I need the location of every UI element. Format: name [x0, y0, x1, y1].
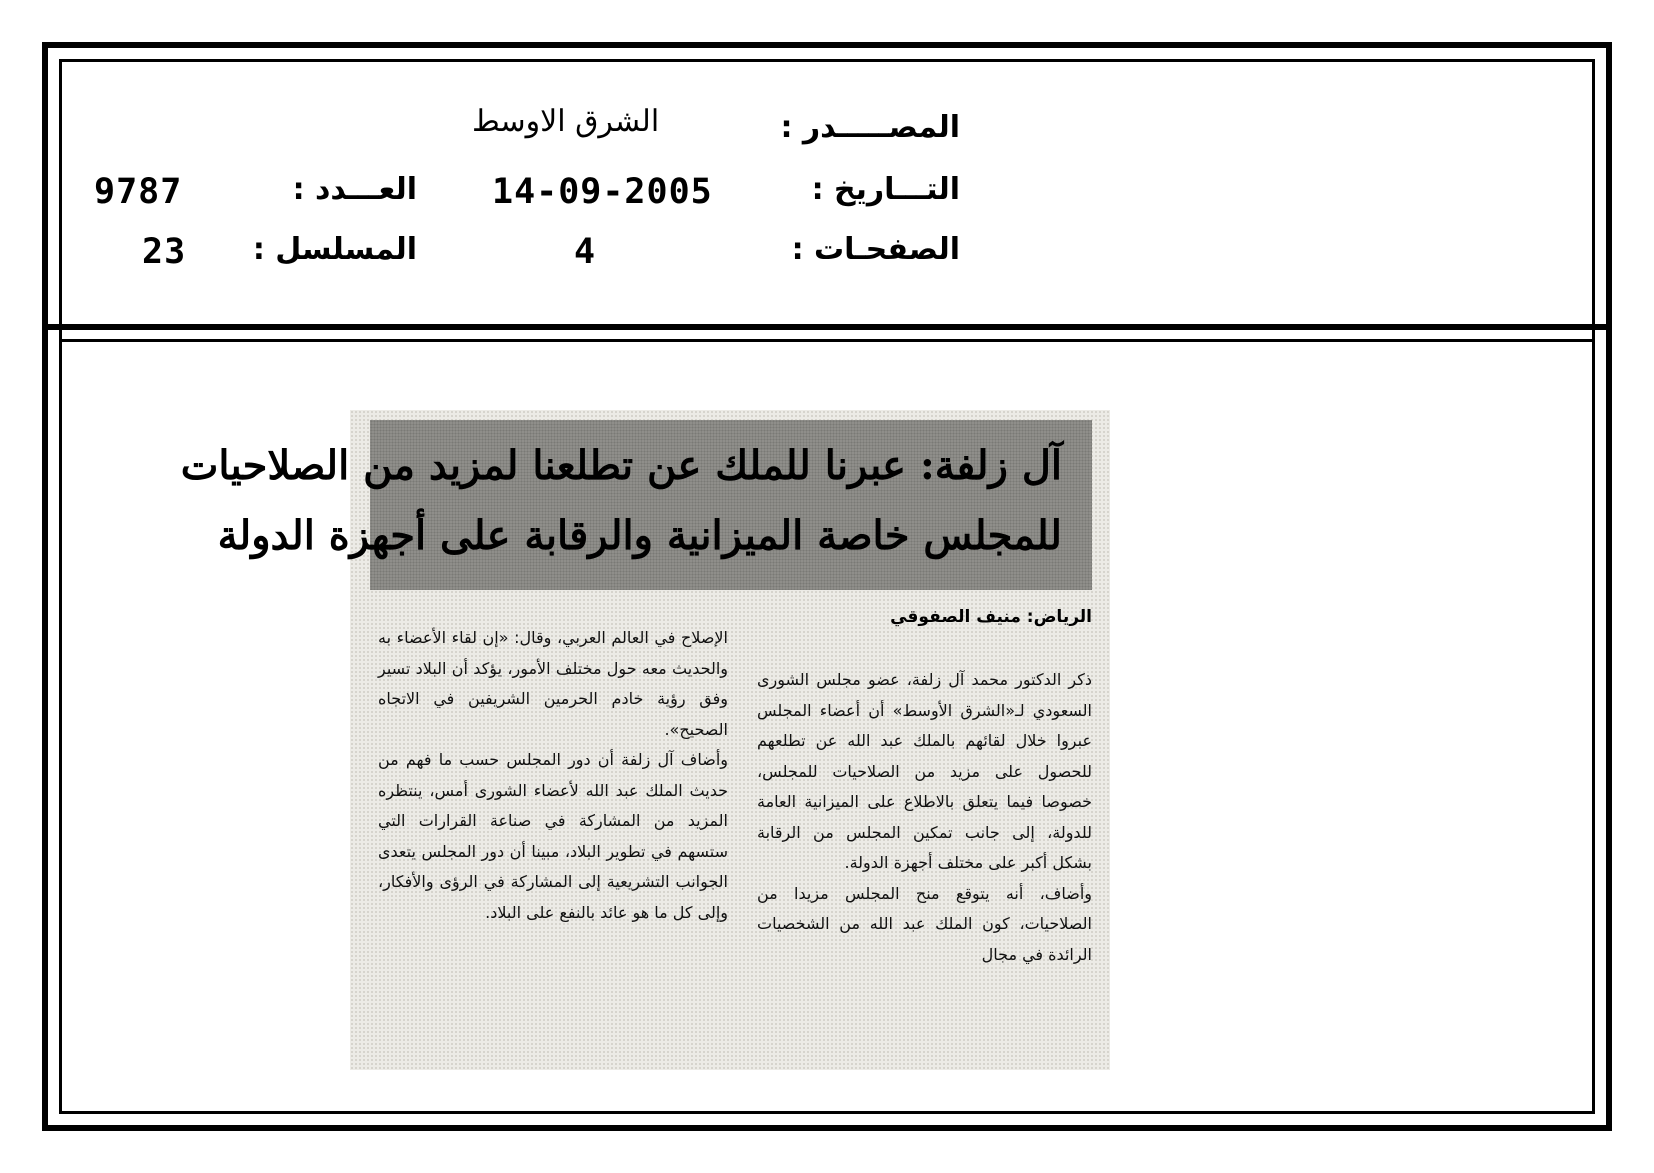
newspaper-clipping — [180, 410, 1110, 1070]
source-value: الشرق الاوسط — [472, 104, 660, 139]
header-divider-inner — [59, 339, 1595, 342]
paragraph: وأضاف آل زلفة أن دور المجلس حسب ما فهم من حديث الملك عبد الله لأعضاء الشورى أمس، ينتظره المزيد من المشاركة في صناعة القرارات التي ستسهم في تطوير البلاد، مبينا أن دور المجلس يتعدى الجوانب التشريعية إلى المشاركة في الرؤى والأفكار، وإلى كل ما هو عائد بالنفع على البلاد. — [378, 750, 728, 922]
serial-value: 23 — [142, 232, 187, 272]
source-label: المصـــــدر : — [780, 110, 960, 145]
serial-label: المسلسل : — [252, 232, 417, 267]
paragraph: ذكر الدكتور محمد آل زلفة، عضو مجلس الشورى السعودي لـ«الشرق الأوسط» أن أعضاء المجلس عبروا خلال لقائهم بالملك عبد الله عن تطلعهم للحصول على مزيد من الصلاحيات للمجلس، خصوصا فيما يتعلق بالاطلاع على الميزانية العامة للدولة، إلى جانب تمكين المجلس من الرقابة بشكل أكبر على مختلف أجهزة الدولة. — [757, 670, 1092, 872]
article-column-left — [378, 623, 728, 928]
paragraph: الإصلاح في العالم العربي، وقال: «إن لقاء الأعضاء به والحديث معه حول مختلف الأمور، يؤكد أن البلاد تسير وفق رؤية خادم الحرمين الشريفين في الاتجاه الصحيح». — [378, 628, 728, 739]
date-value: 14-09-2005 — [492, 172, 713, 212]
headline-banner — [180, 420, 1092, 590]
paragraph: وأضاف، أنه يتوقع منح المجلس مزيدا من الصلاحيات، كون الملك عبد الله من الشخصيات الرائدة في مجال — [757, 883, 1092, 964]
pages-value: 4 — [574, 232, 597, 272]
pages-label: الصفحـات : — [791, 232, 960, 267]
article-column-right — [757, 665, 1092, 970]
issue-value: 9787 — [94, 172, 183, 212]
issue-label: العـــدد : — [292, 172, 417, 207]
date-label: التـــاريخ : — [811, 172, 960, 207]
headline-line-1: آل زلفة: عبرنا للملك عن تطلعنا لمزيد من الصلاحيات — [180, 442, 1062, 489]
headline-line-2: للمجلس خاصة الميزانية والرقابة على أجهزة الدولة — [217, 512, 1062, 559]
article-byline: الرياض: منيف الصفوقي — [890, 607, 1092, 627]
header-divider — [42, 324, 1612, 330]
